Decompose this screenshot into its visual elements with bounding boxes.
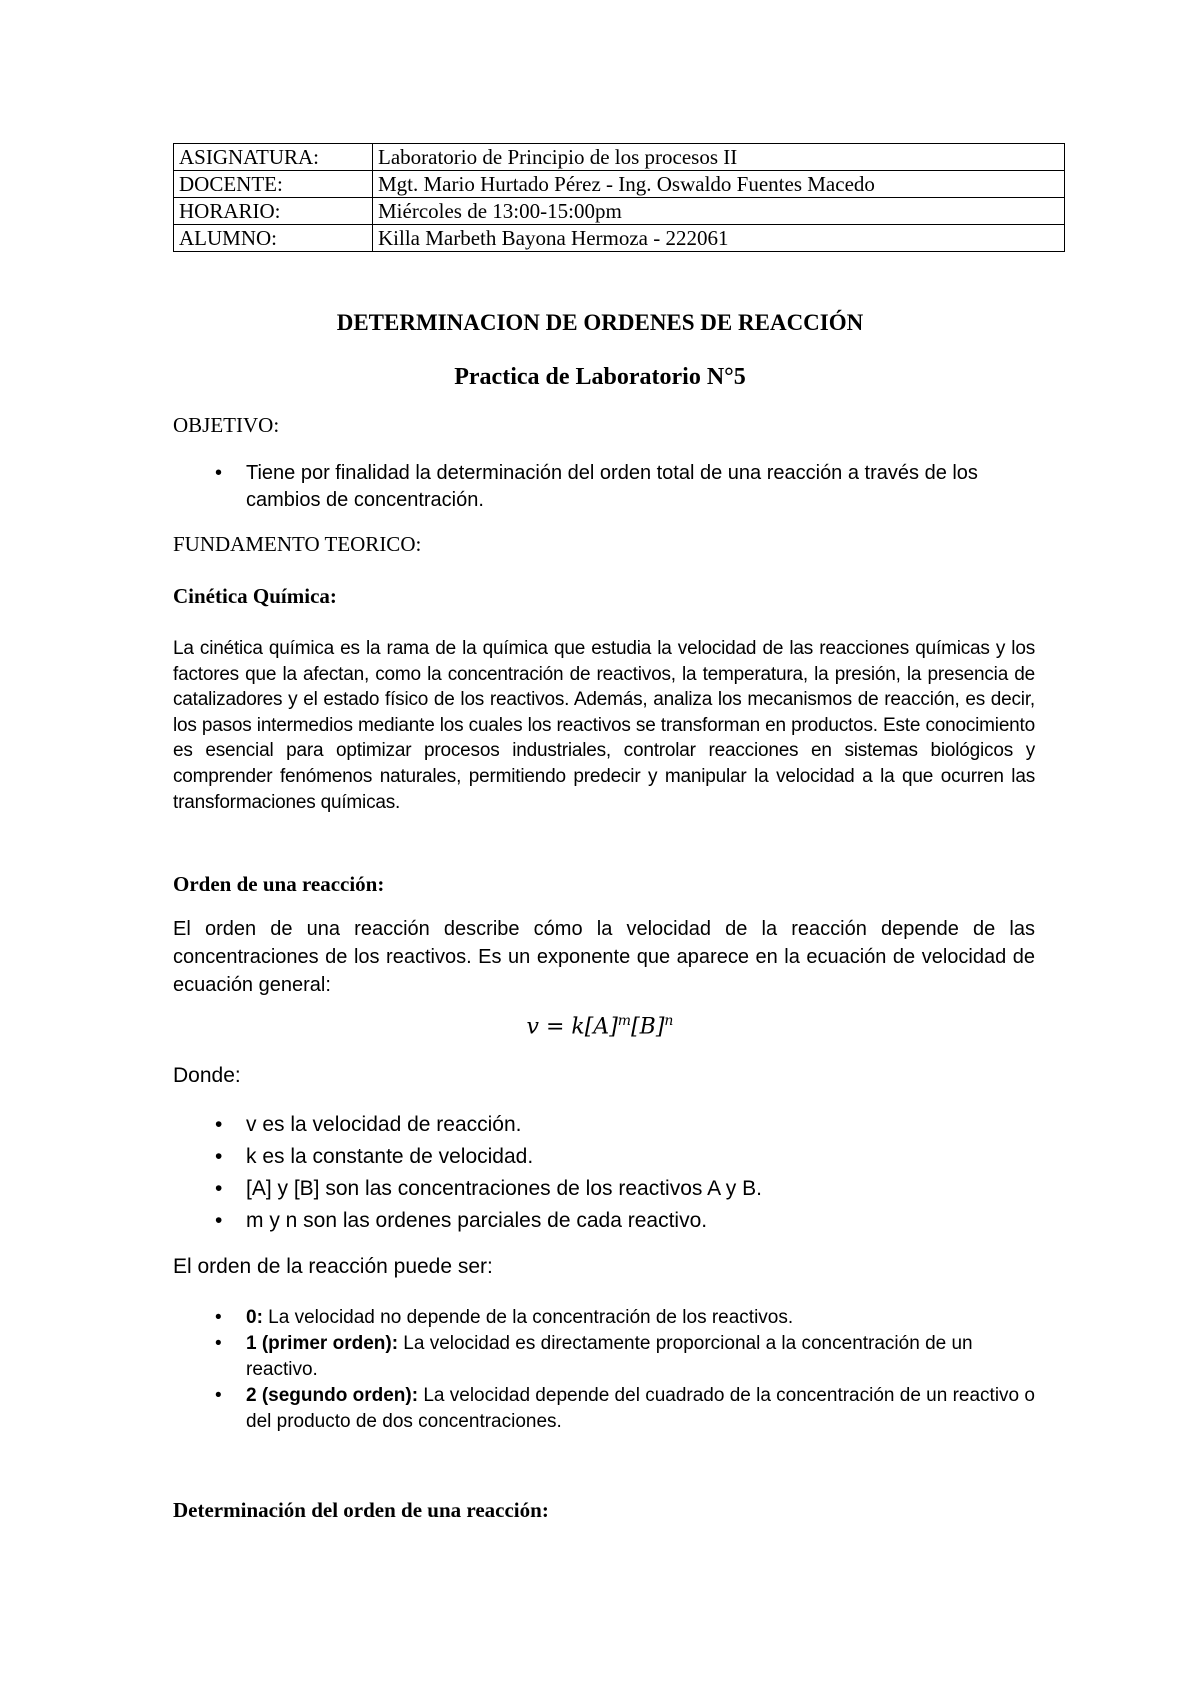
list-item-text: [A] y [B] son las concentraciones de los reactivos A y B. (246, 1177, 762, 1200)
table-row (174, 171, 1065, 198)
table-row (174, 225, 1065, 252)
course-info-table (173, 143, 1065, 252)
document-subtitle: Practica de Laboratorio N°5 (454, 364, 746, 390)
orders-list (173, 1305, 1035, 1435)
order-term: 0: (246, 1307, 263, 1328)
list-item-text: m y n son las ordenes parciales de cada reactivo. (246, 1209, 708, 1232)
equation-exponent-n: n (664, 1013, 674, 1029)
document-title: DETERMINACION DE ORDENES DE REACCIÓN (336, 310, 864, 335)
order-text: La velocidad es directamente proporcional a la concentración de un reactivo. (246, 1333, 973, 1380)
bullet-icon: • (215, 1385, 222, 1406)
table-value: Laboratorio de Principio de los procesos II (373, 144, 1065, 171)
bullet-icon: • (215, 462, 223, 484)
bullet-icon: • (215, 1177, 223, 1200)
list-item (173, 1141, 1053, 1173)
bullet-icon: • (215, 1113, 223, 1136)
table-row (174, 144, 1065, 171)
order-text: La velocidad depende del cuadrado de la concentración de un reactivo o del producto de dos concentraciones. (246, 1385, 1035, 1432)
table-value: Miércoles de 13:00-15:00pm (373, 198, 1065, 225)
objective-list (173, 460, 1053, 514)
cinetica-heading: Cinética Química: (173, 584, 337, 608)
determinacion-heading: Determinación del orden de una reacción: (173, 1498, 549, 1522)
list-item (173, 1109, 1053, 1141)
table-row (174, 198, 1065, 225)
list-item-text: v es la velocidad de reacción. (246, 1113, 522, 1136)
table-label: ASIGNATURA: (174, 144, 373, 171)
list-item (173, 1383, 1035, 1435)
bullet-icon: • (215, 1307, 222, 1328)
list-item (173, 460, 1053, 514)
bullet-icon: • (215, 1333, 222, 1354)
table-label: HORARIO: (174, 198, 373, 225)
list-item (173, 1305, 1035, 1331)
list-item-text: k es la constante de velocidad. (246, 1145, 534, 1168)
table-label: ALUMNO: (174, 225, 373, 252)
fundamento-heading: FUNDAMENTO TEORICO: (173, 532, 422, 556)
equation-lhs: v = k[A] (526, 1014, 618, 1040)
list-item (173, 1205, 1053, 1237)
rate-equation (0, 1013, 1200, 1039)
orden-puede-ser: El orden de la reacción puede ser: (173, 1255, 493, 1278)
list-item (173, 1173, 1053, 1205)
variables-list (173, 1109, 1053, 1237)
cinetica-paragraph: La cinética química es la rama de la química que estudia la velocidad de las reacciones químicas y los factores que la afectan, como la concentración de reactivos, la temperatura, la presión, la presencia de catalizadores y el estado físico de los reactivos. Además, analiza los mecanismos de reacción, es decir, los pasos intermedios mediante los cuales los reactivos se transforman en productos. Este conocimiento es esencial para optimizar procesos industriales, controlar reacciones en sistemas biológicos y comprender fenómenos naturales, permitiendo predecir y manipular la velocidad a la que ocurren las transformaciones químicas. (173, 638, 1035, 813)
order-term: 2 (segundo orden): (246, 1385, 419, 1406)
order-term: 1 (primer orden): (246, 1333, 399, 1354)
order-text: La velocidad no depende de la concentración de los reactivos. (262, 1307, 794, 1328)
bullet-icon: • (215, 1145, 223, 1168)
list-item (173, 1331, 1035, 1383)
equation-exponent-m: m (617, 1013, 632, 1029)
table-label: DOCENTE: (174, 171, 373, 198)
equation-mid: [B] (631, 1014, 665, 1040)
table-value: Killa Marbeth Bayona Hermoza - 222061 (373, 225, 1065, 252)
donde-label: Donde: (173, 1064, 241, 1087)
list-item-text: Tiene por finalidad la determinación del orden total de una reacción a través de los cambios de concentración. (246, 462, 978, 511)
bullet-icon: • (215, 1209, 223, 1232)
table-value: Mgt. Mario Hurtado Pérez - Ing. Oswaldo Fuentes Macedo (373, 171, 1065, 198)
objective-heading: OBJETIVO: (173, 413, 280, 437)
orden-heading: Orden de una reacción: (173, 872, 385, 896)
orden-paragraph: El orden de una reacción describe cómo la velocidad de la reacción depende de las concentraciones de los reactivos. Es un exponente que aparece en la ecuación de velocidad de ecuación general: (173, 918, 1035, 996)
